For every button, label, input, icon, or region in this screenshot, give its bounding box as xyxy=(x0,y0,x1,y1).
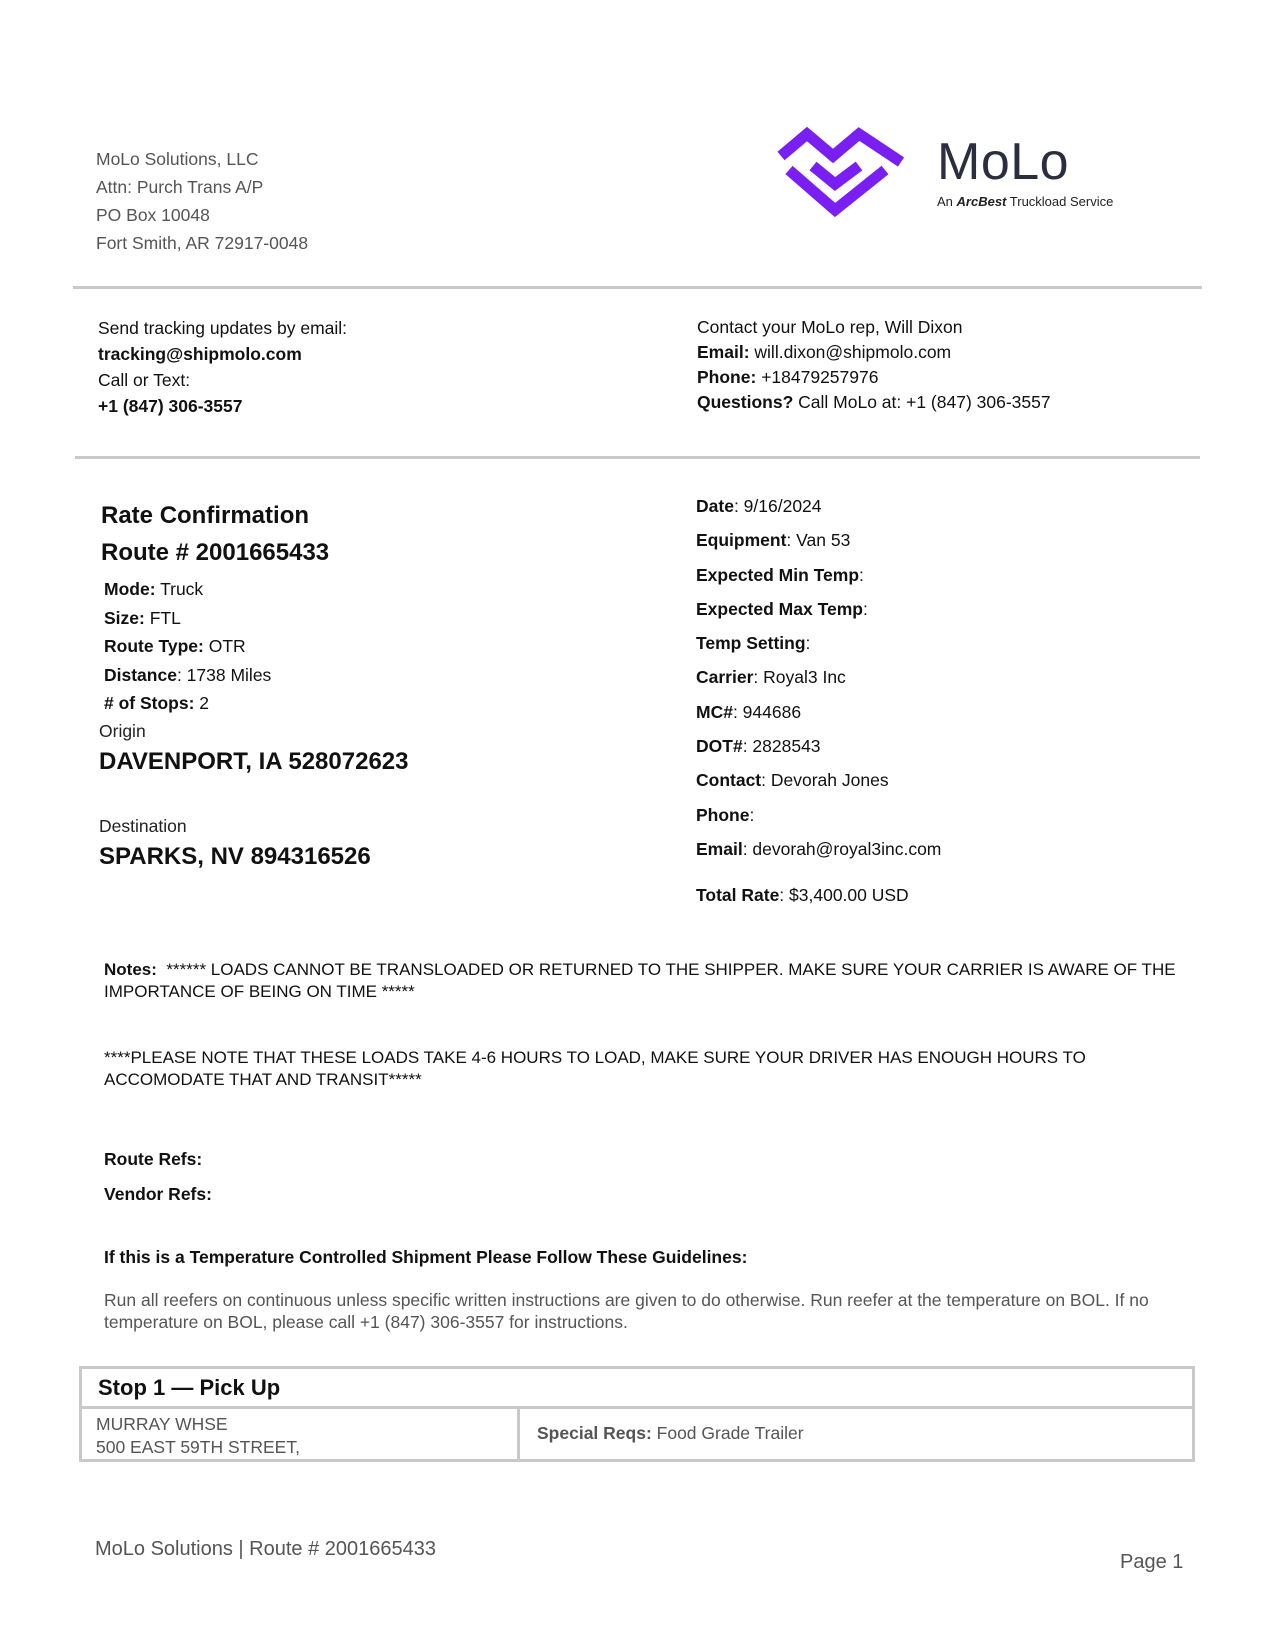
carrier-details xyxy=(696,496,941,906)
molo-logo xyxy=(775,126,1155,226)
company-city: Fort Smith, AR 72917-0048 xyxy=(96,233,309,253)
page-number: Page 1 xyxy=(1120,1551,1184,1573)
notes-label: Notes: xyxy=(104,960,157,979)
company-po-box: PO Box 10048 xyxy=(96,205,210,225)
detail-label: Phone xyxy=(696,804,750,825)
rep-line1: Contact your MoLo rep, Will Dixon xyxy=(697,317,963,337)
detail-label: Temp Setting xyxy=(696,633,806,654)
detail-stops xyxy=(104,689,271,718)
page-title: Rate Confirmation xyxy=(101,502,310,529)
detail-temp-setting xyxy=(696,633,941,667)
stop-1-name: MURRAY WHSE xyxy=(96,1414,228,1434)
detail-label: DOT# xyxy=(696,736,743,757)
detail-value: FTL xyxy=(149,607,181,628)
stop-1-street: 500 EAST 59TH STREET, xyxy=(96,1437,300,1457)
detail-label: Distance xyxy=(104,664,177,685)
detail-min-temp xyxy=(696,565,941,599)
destination-value: SPARKS, NV 894316526 xyxy=(99,843,371,870)
footer-route: MoLo Solutions | Route # 2001665433 xyxy=(95,1538,437,1560)
logo-tagline-prefix: An xyxy=(937,194,953,209)
company-attn: Attn: Purch Trans A/P xyxy=(96,177,264,197)
total-rate xyxy=(696,885,941,906)
rep-phone[interactable]: +18479257976 xyxy=(761,367,879,387)
detail-value: : xyxy=(859,564,864,585)
detail-value: : 2828543 xyxy=(742,736,821,757)
detail-value: Truck xyxy=(160,579,204,599)
rep-questions-row xyxy=(697,390,1051,415)
rep-phone-label: Phone: xyxy=(697,367,757,387)
total-rate-value: : $3,400.00 USD xyxy=(779,885,909,906)
destination-label: Destination xyxy=(99,816,187,836)
detail-size xyxy=(104,604,271,633)
detail-label: Contact xyxy=(696,770,762,791)
special-reqs-value: Food Grade Trailer xyxy=(656,1423,804,1443)
detail-value[interactable]: : devorah@royal3inc.com xyxy=(742,838,942,859)
detail-dot xyxy=(696,736,941,770)
detail-value: : 1738 Miles xyxy=(176,664,272,685)
detail-label: Date xyxy=(696,496,734,516)
special-reqs-label: Special Reqs: xyxy=(537,1423,652,1443)
guidelines-body: Run all reefers on continuous unless specific written instructions are given to do otherwise. Run reefer at the temperature on BOL. If no temperature on BOL, please call +1 (847) 306-3557 for instructions. xyxy=(104,1290,1149,1332)
detail-contact xyxy=(696,770,941,804)
tracking-line3: Call or Text: xyxy=(98,370,191,390)
rep-phone-row xyxy=(697,365,1051,390)
detail-value: : 944686 xyxy=(732,701,802,722)
tracking-contact xyxy=(98,315,347,419)
detail-label: Route Type: xyxy=(104,636,204,656)
rep-contact xyxy=(697,315,1051,415)
company-address xyxy=(96,145,308,257)
detail-label: Expected Min Temp xyxy=(696,564,860,585)
detail-max-temp xyxy=(696,599,941,633)
rep-questions: Call MoLo at: +1 (847) 306-3557 xyxy=(798,392,1051,412)
notes-paragraph-1 xyxy=(104,959,1179,1003)
detail-value: : xyxy=(749,804,755,825)
detail-label: Equipment xyxy=(696,530,787,551)
rep-email-row xyxy=(697,340,1051,365)
route-number: Route # 2001665433 xyxy=(101,539,330,566)
logo-tagline xyxy=(937,194,1113,209)
detail-label: Size: xyxy=(104,607,145,628)
tracking-phone[interactable]: +1 (847) 306-3557 xyxy=(98,396,243,416)
detail-label: Email xyxy=(696,838,743,859)
detail-value: OTR xyxy=(208,636,246,656)
detail-distance xyxy=(104,661,271,690)
rep-email-label: Email: xyxy=(697,342,750,362)
confirmation-title-block xyxy=(101,497,329,571)
route-refs-label: Route Refs: xyxy=(104,1149,203,1169)
detail-value: : Devorah Jones xyxy=(761,770,889,791)
molo-chevron-logo-icon xyxy=(775,126,915,222)
detail-label: MC# xyxy=(696,701,733,722)
detail-value: : xyxy=(805,633,811,654)
tracking-email[interactable]: tracking@shipmolo.com xyxy=(98,344,302,364)
detail-label: # of Stops: xyxy=(104,693,195,713)
guidelines-heading: If this is a Temperature Controlled Shipment Please Follow These Guidelines: xyxy=(104,1247,748,1267)
detail-carrier xyxy=(696,667,941,701)
detail-value: : xyxy=(862,598,868,619)
divider-middle xyxy=(75,456,1200,459)
origin-block xyxy=(99,721,408,776)
route-details xyxy=(104,575,271,718)
detail-mode xyxy=(104,575,271,604)
detail-value: : 9/16/2024 xyxy=(733,496,822,516)
detail-phone xyxy=(696,805,941,839)
vendor-refs-label: Vendor Refs: xyxy=(104,1184,212,1204)
notes xyxy=(104,959,1179,1091)
detail-label: Expected Max Temp xyxy=(696,598,863,619)
origin-value: DAVENPORT, IA 528072623 xyxy=(99,748,409,775)
detail-label: Mode: xyxy=(104,579,156,599)
rep-email[interactable]: will.dixon@shipmolo.com xyxy=(754,342,952,362)
origin-label: Origin xyxy=(99,721,146,741)
detail-value: 2 xyxy=(199,693,210,713)
detail-route-type xyxy=(104,632,271,661)
stop-1-address xyxy=(82,1409,520,1459)
stop-1-special-reqs xyxy=(520,1409,804,1444)
detail-value: : Royal3 Inc xyxy=(753,667,846,688)
rep-questions-label: Questions? xyxy=(697,392,794,412)
logo-tagline-brand: ArcBest xyxy=(956,194,1007,209)
divider-top xyxy=(73,286,1202,289)
detail-value: : Van 53 xyxy=(786,530,851,551)
detail-email xyxy=(696,839,941,873)
notes-text-2: ****PLEASE NOTE THAT THESE LOADS TAKE 4-6 HOURS TO LOAD, MAKE SURE YOUR DRIVER HAS ENOUGH HOURS TO ACCOMODATE THAT AND TRANSIT***** xyxy=(104,1048,1086,1089)
detail-date xyxy=(696,496,941,530)
destination-block xyxy=(99,816,371,871)
stop-1-table xyxy=(79,1366,1195,1462)
logo-tagline-suffix: Truckload Service xyxy=(1009,194,1114,209)
tracking-line1: Send tracking updates by email: xyxy=(98,318,348,338)
company-name: MoLo Solutions, LLC xyxy=(96,149,259,169)
logo-wordmark: MoLo xyxy=(937,133,1070,191)
notes-text-1: ****** LOADS CANNOT BE TRANSLOADED OR RETURNED TO THE SHIPPER. MAKE SURE YOUR CARRIER IS AWARE OF THE IMPORTANCE OF BEING ON TIME ***** xyxy=(104,960,1176,1001)
detail-mc xyxy=(696,702,941,736)
stop-1-title: Stop 1 — Pick Up xyxy=(82,1369,1192,1409)
detail-equipment xyxy=(696,530,941,564)
detail-label: Carrier xyxy=(696,667,754,688)
total-rate-label: Total Rate xyxy=(696,885,780,906)
